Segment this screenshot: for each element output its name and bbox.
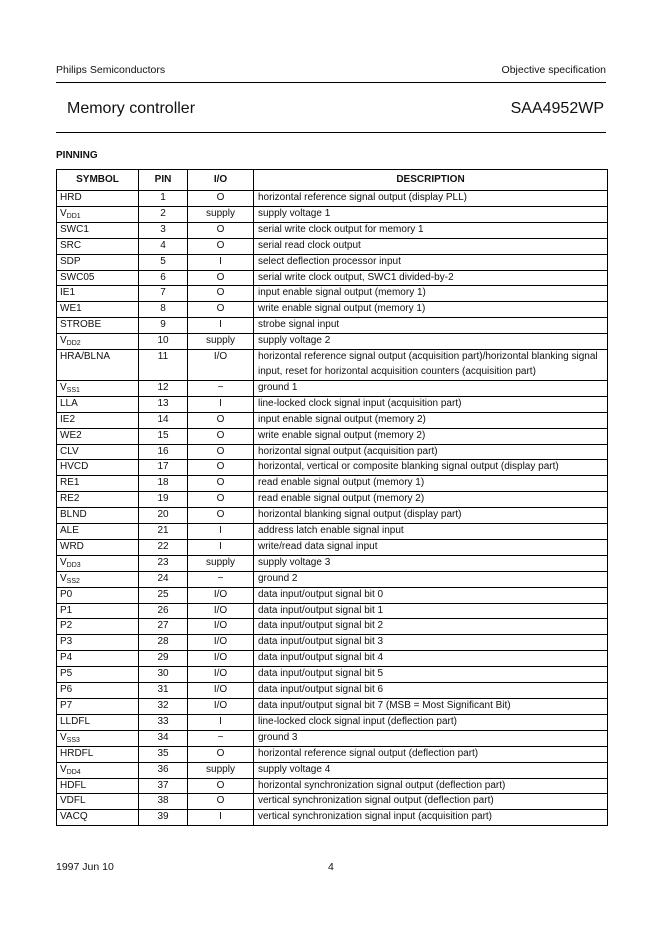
pin-symbol: [57, 380, 139, 396]
pin-number: 19: [139, 492, 188, 508]
pin-number: 21: [139, 524, 188, 540]
pin-description: data input/output signal bit 7 (MSB = Most Significant Bit): [254, 699, 608, 715]
pin-description: data input/output signal bit 5: [254, 667, 608, 683]
pin-symbol: [57, 191, 139, 207]
pin-description: serial write clock output for memory 1: [254, 222, 608, 238]
pin-number: 32: [139, 699, 188, 715]
pin-number: 27: [139, 619, 188, 635]
table-row: [57, 222, 608, 238]
pin-io: supply: [188, 206, 254, 222]
pin-io: O: [188, 794, 254, 810]
pin-symbol-text: RE2: [60, 493, 80, 505]
pin-symbol: [57, 206, 139, 222]
pin-symbol-subscript: SS3: [66, 736, 80, 744]
pin-symbol: [57, 714, 139, 730]
table-row: [57, 334, 608, 350]
pin-io: I: [188, 810, 254, 826]
pin-symbol-text: V: [60, 731, 67, 743]
pin-io: I: [188, 539, 254, 555]
pin-number: 5: [139, 254, 188, 270]
pin-io: −: [188, 730, 254, 746]
pin-symbol: [57, 539, 139, 555]
pin-io: supply: [188, 555, 254, 571]
column-header-description: DESCRIPTION: [254, 170, 608, 191]
section-heading: PINNING: [56, 150, 98, 161]
part-number: SAA4952WP: [510, 100, 604, 117]
table-row: [57, 380, 608, 396]
pin-number: 20: [139, 508, 188, 524]
pin-symbol-text: SRC: [60, 239, 82, 251]
pin-number: 22: [139, 539, 188, 555]
pin-io: I: [188, 396, 254, 412]
pin-number: 35: [139, 746, 188, 762]
pin-description: address latch enable signal input: [254, 524, 608, 540]
pin-symbol: [57, 508, 139, 524]
pin-symbol-subscript: DD3: [66, 561, 81, 569]
table-row: [57, 254, 608, 270]
pin-description: horizontal reference signal output (acquisition part)/horizontal blanking signal input, reset for horizontal acquisition counters (acquisition part): [254, 350, 608, 381]
pin-description: horizontal synchronization signal output (deflection part): [254, 778, 608, 794]
pin-number: 29: [139, 651, 188, 667]
pin-symbol-text: ALE: [60, 525, 79, 537]
pin-symbol: [57, 428, 139, 444]
table-row: [57, 571, 608, 587]
pin-symbol-text: IE1: [60, 287, 76, 299]
pin-description: ground 1: [254, 380, 608, 396]
pin-symbol: [57, 444, 139, 460]
pin-symbol-text: STROBE: [60, 319, 102, 331]
pin-symbol-text: BLND: [60, 509, 87, 521]
company-name: Philips Semiconductors: [56, 64, 166, 76]
pin-symbol: [57, 286, 139, 302]
pin-symbol-text: HRDFL: [60, 747, 94, 759]
column-header-symbol: SYMBOL: [57, 170, 139, 191]
pin-symbol-text: SDP: [60, 255, 81, 267]
pin-description: input enable signal output (memory 2): [254, 412, 608, 428]
table-row: [57, 619, 608, 635]
pin-number: 1: [139, 191, 188, 207]
pin-description: ground 2: [254, 571, 608, 587]
table-row: [57, 286, 608, 302]
header-rule-bottom: [56, 132, 606, 133]
pin-io: O: [188, 191, 254, 207]
pin-description: vertical synchronization signal input (acquisition part): [254, 810, 608, 826]
pin-description: write/read data signal input: [254, 539, 608, 555]
pin-io: I/O: [188, 667, 254, 683]
pin-number: 37: [139, 778, 188, 794]
table-row: [57, 587, 608, 603]
pin-description: horizontal blanking signal output (display part): [254, 508, 608, 524]
pin-symbol-text: VACQ: [60, 811, 88, 823]
pin-symbol-text: V: [60, 572, 67, 584]
pin-number: 14: [139, 412, 188, 428]
table-row: [57, 699, 608, 715]
pin-io: O: [188, 476, 254, 492]
pin-description: horizontal reference signal output (deflection part): [254, 746, 608, 762]
table-row: [57, 238, 608, 254]
pin-description: supply voltage 2: [254, 334, 608, 350]
pin-symbol-text: V: [60, 556, 67, 568]
pin-io: O: [188, 238, 254, 254]
pin-description: data input/output signal bit 2: [254, 619, 608, 635]
pin-symbol: [57, 762, 139, 778]
pin-symbol: [57, 334, 139, 350]
pin-description: write enable signal output (memory 2): [254, 428, 608, 444]
pin-symbol-text: P7: [60, 700, 73, 711]
pin-description: data input/output signal bit 0: [254, 587, 608, 603]
header-rule-top: [56, 82, 606, 83]
table-row: [57, 508, 608, 524]
pin-io: I/O: [188, 635, 254, 651]
page-number: 4: [328, 861, 334, 873]
table-row: [57, 746, 608, 762]
pin-description: supply voltage 4: [254, 762, 608, 778]
table-row: [57, 206, 608, 222]
pin-symbol: [57, 683, 139, 699]
pin-symbol: [57, 571, 139, 587]
document-type: Objective specification: [501, 64, 606, 76]
pin-symbol-text: HRD: [60, 192, 82, 203]
table-row: [57, 635, 608, 651]
table-row: [57, 318, 608, 334]
pin-number: 4: [139, 238, 188, 254]
pin-description: write enable signal output (memory 1): [254, 302, 608, 318]
table-body: [57, 191, 608, 826]
table-row: [57, 444, 608, 460]
pin-symbol: [57, 318, 139, 334]
pin-description: supply voltage 1: [254, 206, 608, 222]
pin-io: O: [188, 778, 254, 794]
pin-description: input enable signal output (memory 1): [254, 286, 608, 302]
table-row: [57, 555, 608, 571]
pin-symbol: [57, 350, 139, 381]
column-header-io: I/O: [188, 170, 254, 191]
page-title: Memory controller: [67, 100, 196, 117]
pin-symbol-text: P0: [60, 588, 73, 600]
pin-symbol-subscript: SS2: [66, 577, 80, 585]
pin-description: select deflection processor input: [254, 254, 608, 270]
pin-number: 39: [139, 810, 188, 826]
pin-symbol-text: V: [60, 335, 67, 347]
pin-symbol: [57, 603, 139, 619]
pin-symbol-subscript: DD4: [66, 768, 81, 776]
pin-description: read enable signal output (memory 2): [254, 492, 608, 508]
pinning-table: [56, 169, 608, 826]
pin-symbol-text: SWC05: [60, 271, 95, 283]
pin-symbol-subscript: DD1: [66, 212, 81, 220]
pin-description: line-locked clock signal input (deflection part): [254, 714, 608, 730]
pin-number: 8: [139, 302, 188, 318]
pin-number: 28: [139, 635, 188, 651]
pin-number: 11: [139, 350, 188, 381]
pin-description: data input/output signal bit 1: [254, 603, 608, 619]
pin-description: serial write clock output, SWC1 divided-by-2: [254, 270, 608, 286]
table-row: [57, 460, 608, 476]
pin-symbol-text: V: [60, 763, 67, 775]
table-row: [57, 667, 608, 683]
pin-number: 36: [139, 762, 188, 778]
table-header-row: [57, 170, 608, 191]
pin-symbol: [57, 270, 139, 286]
pin-symbol: [57, 651, 139, 667]
pin-symbol: [57, 730, 139, 746]
pin-io: I/O: [188, 619, 254, 635]
pin-io: I: [188, 714, 254, 730]
pin-description: data input/output signal bit 4: [254, 651, 608, 667]
pin-description: strobe signal input: [254, 318, 608, 334]
pin-symbol-text: WE1: [60, 303, 82, 315]
pin-symbol: [57, 619, 139, 635]
pin-symbol-text: P5: [60, 668, 73, 680]
pin-symbol: [57, 254, 139, 270]
table-row: [57, 778, 608, 794]
table-row: [57, 302, 608, 318]
table-row: [57, 492, 608, 508]
pin-symbol-text: HRA/BLNA: [60, 351, 111, 363]
table-row: [57, 524, 608, 540]
table-row: [57, 810, 608, 826]
pin-io: I/O: [188, 350, 254, 381]
table-row: [57, 714, 608, 730]
pin-symbol-text: RE1: [60, 477, 80, 489]
pin-symbol-subscript: SS1: [66, 386, 80, 394]
table-row: [57, 539, 608, 555]
pin-symbol-text: VDFL: [60, 795, 86, 807]
pin-io: O: [188, 222, 254, 238]
table-row: [57, 270, 608, 286]
pin-number: 12: [139, 380, 188, 396]
pin-number: 34: [139, 730, 188, 746]
table-row: [57, 651, 608, 667]
pin-number: 18: [139, 476, 188, 492]
footer-date: 1997 Jun 10: [56, 861, 114, 873]
pin-io: −: [188, 380, 254, 396]
pin-symbol-text: IE2: [60, 413, 76, 425]
pin-description: ground 3: [254, 730, 608, 746]
pin-description: read enable signal output (memory 1): [254, 476, 608, 492]
pin-symbol: [57, 635, 139, 651]
table-row: [57, 730, 608, 746]
pin-symbol-subscript: DD2: [66, 340, 81, 348]
pin-symbol: [57, 238, 139, 254]
pin-io: O: [188, 460, 254, 476]
pin-symbol: [57, 396, 139, 412]
pin-number: 26: [139, 603, 188, 619]
pin-symbol-text: HVCD: [60, 461, 89, 473]
pin-io: I/O: [188, 651, 254, 667]
pin-number: 13: [139, 396, 188, 412]
pin-io: I: [188, 524, 254, 540]
column-header-pin: PIN: [139, 170, 188, 191]
table-row: [57, 191, 608, 207]
pin-symbol-text: V: [60, 207, 67, 219]
pin-io: supply: [188, 334, 254, 350]
pin-description: supply voltage 3: [254, 555, 608, 571]
pin-number: 23: [139, 555, 188, 571]
pin-symbol-text: LLDFL: [60, 715, 91, 727]
pin-io: O: [188, 302, 254, 318]
table-row: [57, 396, 608, 412]
pin-number: 3: [139, 222, 188, 238]
pin-io: supply: [188, 762, 254, 778]
pin-io: I/O: [188, 699, 254, 715]
pin-symbol-text: P4: [60, 652, 73, 664]
pin-symbol: [57, 476, 139, 492]
table-row: [57, 350, 608, 381]
pin-number: 6: [139, 270, 188, 286]
pin-io: O: [188, 508, 254, 524]
pin-number: 24: [139, 571, 188, 587]
pin-description: horizontal, vertical or composite blanking signal output (display part): [254, 460, 608, 476]
pin-description: data input/output signal bit 3: [254, 635, 608, 651]
pin-symbol: [57, 778, 139, 794]
table-row: [57, 794, 608, 810]
pin-number: 7: [139, 286, 188, 302]
pin-number: 30: [139, 667, 188, 683]
pin-symbol: [57, 222, 139, 238]
pin-symbol-text: P1: [60, 604, 73, 616]
table-row: [57, 476, 608, 492]
pin-number: 31: [139, 683, 188, 699]
table-row: [57, 603, 608, 619]
pin-symbol: [57, 587, 139, 603]
pin-symbol-text: CLV: [60, 445, 79, 457]
pin-symbol: [57, 667, 139, 683]
pin-symbol-text: WE2: [60, 429, 82, 441]
pin-symbol: [57, 555, 139, 571]
pin-number: 16: [139, 444, 188, 460]
pin-symbol: [57, 412, 139, 428]
table-row: [57, 683, 608, 699]
pin-symbol-text: HDFL: [60, 779, 87, 791]
pin-description: serial read clock output: [254, 238, 608, 254]
pin-symbol-text: SWC1: [60, 223, 89, 235]
table-row: [57, 428, 608, 444]
pin-symbol-text: P6: [60, 684, 73, 696]
pin-io: −: [188, 571, 254, 587]
pin-io: I/O: [188, 683, 254, 699]
pin-io: I: [188, 254, 254, 270]
pin-symbol: [57, 524, 139, 540]
pin-number: 15: [139, 428, 188, 444]
pin-symbol: [57, 492, 139, 508]
pin-symbol: [57, 794, 139, 810]
pin-number: 10: [139, 334, 188, 350]
table-row: [57, 762, 608, 778]
pin-description: horizontal reference signal output (display PLL): [254, 191, 608, 207]
pin-symbol-text: LLA: [60, 397, 78, 409]
pin-symbol-text: V: [60, 381, 67, 393]
pin-symbol: [57, 810, 139, 826]
pin-description: vertical synchronization signal output (deflection part): [254, 794, 608, 810]
pin-io: O: [188, 746, 254, 762]
pin-io: O: [188, 492, 254, 508]
pin-description: line-locked clock signal input (acquisition part): [254, 396, 608, 412]
pin-symbol: [57, 746, 139, 762]
pin-symbol-text: P3: [60, 636, 73, 648]
pin-io: I/O: [188, 587, 254, 603]
pin-io: O: [188, 412, 254, 428]
pin-io: O: [188, 286, 254, 302]
pin-number: 25: [139, 587, 188, 603]
pin-description: horizontal signal output (acquisition part): [254, 444, 608, 460]
pin-io: O: [188, 270, 254, 286]
pin-symbol-text: P2: [60, 620, 73, 632]
pin-number: 33: [139, 714, 188, 730]
pin-number: 9: [139, 318, 188, 334]
pin-number: 38: [139, 794, 188, 810]
pin-symbol: [57, 699, 139, 715]
pin-io: O: [188, 444, 254, 460]
pin-io: O: [188, 428, 254, 444]
table-row: [57, 412, 608, 428]
pin-io: I: [188, 318, 254, 334]
pin-number: 17: [139, 460, 188, 476]
pin-symbol: [57, 460, 139, 476]
pin-symbol-text: WRD: [60, 540, 84, 552]
pin-io: I/O: [188, 603, 254, 619]
pin-description: data input/output signal bit 6: [254, 683, 608, 699]
pin-symbol: [57, 302, 139, 318]
pin-number: 2: [139, 206, 188, 222]
